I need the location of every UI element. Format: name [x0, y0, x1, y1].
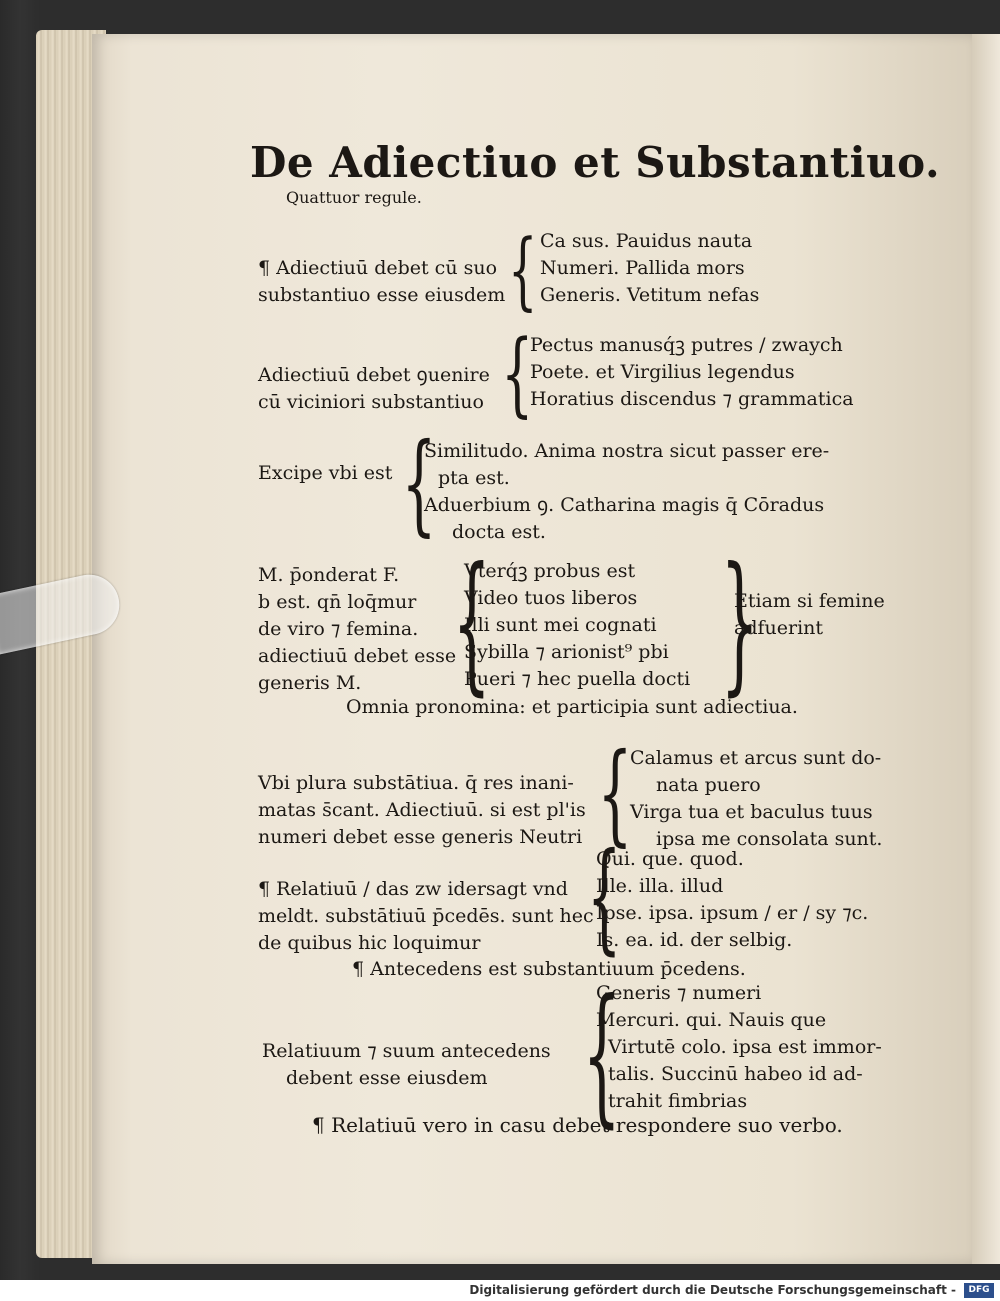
example-line: Is. ea. id. der selbig. — [596, 929, 793, 951]
page-title: De Adiectiuo et Substantiuo. — [250, 138, 941, 187]
dfg-logo: DFG — [964, 1283, 994, 1298]
rule1-left — [258, 255, 505, 309]
example-line: Pueri ⁊ hec puella docti — [464, 668, 691, 690]
rule4-examples — [630, 745, 882, 853]
rule4-left-line: numeri debet esse generis Neutri — [258, 826, 583, 848]
brace-icon: { — [501, 320, 534, 427]
example-line: trahit fimbrias — [608, 1090, 748, 1112]
brace-icon: { — [452, 536, 491, 710]
example-line: Ipse. ipsa. ipsum / er / sy ⁊c. — [596, 902, 869, 924]
relative-left-line: meldt. substātiuū p̄cedēs. sunt hec — [258, 905, 594, 927]
rule3-left-line: generis M. — [258, 672, 362, 694]
example-line: Vterq́ꝫ probus est — [464, 560, 636, 582]
except-left: Excipe vbi est — [258, 462, 393, 484]
brace-icon: { — [401, 419, 437, 547]
example-line: docta est. — [452, 521, 546, 543]
brace-icon: { — [582, 968, 621, 1142]
final-rule: ¶ Relatiuū vero in casu debet respondere suo verbo. — [312, 1113, 843, 1137]
relative2-left-line: Relatiuum ⁊ suum antecedens — [262, 1040, 551, 1062]
rule1-examples — [540, 228, 759, 309]
example-line: Pectus manusq́ꝫ putres / zwaych — [530, 334, 843, 356]
example-line: Illi sunt mei cognati — [464, 614, 657, 636]
example-line: nata puero — [656, 774, 761, 796]
relative-left — [258, 876, 594, 957]
rule2-left — [258, 362, 490, 416]
relative2-left — [262, 1038, 551, 1092]
rule3-examples — [464, 558, 690, 693]
example-line: Ille. illa. illud — [596, 875, 724, 897]
rule3-left — [258, 562, 456, 697]
rule1-left-line: substantiuo esse eiusdem — [258, 284, 506, 306]
antecedens-line: ¶ Antecedens est substantiuum p̄cedens. — [352, 958, 746, 980]
example-line: Generis. Vetitum nefas — [540, 284, 760, 306]
note-line: Etiam si femine — [734, 590, 885, 612]
rule3-left-line: de viro ⁊ femina. — [258, 618, 419, 640]
example-line: Generis ⁊ numeri — [596, 982, 762, 1004]
example-line: ipsa me consolata sunt. — [656, 828, 883, 850]
relative-examples — [596, 846, 868, 954]
rule4-left-line: Vbi plura substātiua. q̄ res inani- — [258, 772, 574, 794]
rule3-left-line: M. p̄onderat F. — [258, 564, 400, 586]
except-examples — [424, 438, 829, 546]
relative2-left-line: debent esse eiusdem — [286, 1067, 488, 1089]
rule2-left-line: Adiectiuū debet ꝯuenire — [258, 364, 490, 386]
example-line: pta est. — [438, 467, 510, 489]
rule3-note — [734, 588, 885, 642]
page-subtitle: Quattuor regule. — [286, 188, 422, 207]
example-line: Video tuos liberos — [464, 587, 638, 609]
credit-bar — [0, 1280, 1000, 1301]
brace-icon: { — [586, 828, 622, 967]
rule4-left — [258, 770, 586, 851]
note-line: adfuerint — [734, 617, 824, 639]
example-line: Sybilla ⁊ arionist⁹ pbi — [464, 641, 669, 663]
credit-text: Digitalisierung gefördert durch die Deutsche Forschungsgemeinschaft - — [469, 1283, 956, 1297]
example-line: Aduerbium ꝯ. Catharina magis q̄ Cōradus — [424, 494, 825, 516]
example-line: Similitudo. Anima nostra sicut passer ere- — [424, 440, 830, 462]
example-line: Horatius discendus ⁊ grammatica — [530, 388, 854, 410]
relative-left-line: ¶ Relatiuū / das zw idersagt vnd — [258, 878, 568, 900]
relative-left-line: de quibus hic loquimur — [258, 932, 481, 954]
example-line: Ca sus. Pauidus nauta — [540, 230, 753, 252]
example-line: Poete. et Virgilius legendus — [530, 361, 795, 383]
rule2-left-line: cū viciniori substantiuo — [258, 391, 484, 413]
rule4-left-line: matas s̄cant. Adiectiuū. si est pl'is — [258, 799, 586, 821]
rule1-left-line: ¶ Adiectiuū debet cū suo — [258, 257, 498, 279]
rule2-examples — [530, 332, 854, 413]
example-line: Numeri. Pallida mors — [540, 257, 745, 279]
example-line: Virga tua et baculus tuus — [630, 801, 873, 823]
example-line: Qui. que. quod. — [596, 848, 744, 870]
example-line: Mercuri. qui. Nauis que — [596, 1009, 827, 1031]
rule3-left-line: b est. qn̄ loq̄mur — [258, 591, 417, 613]
facing-page-edge — [972, 34, 1000, 1264]
rule3-footer: Omnia pronomina: et participia sunt adiectiua. — [346, 696, 798, 718]
brace-icon: { — [508, 221, 538, 319]
brace-icon: { — [597, 729, 633, 857]
example-line: talis. Succinū habeo id ad- — [608, 1063, 863, 1085]
relative2-examples — [596, 980, 882, 1115]
example-line: Calamus et arcus sunt do- — [630, 747, 882, 769]
rule3-left-line: adiectiuū debet esse — [258, 645, 457, 667]
example-line: Virtutē colo. ipsa est immor- — [608, 1036, 882, 1058]
closing-brace-icon: } — [720, 536, 759, 710]
